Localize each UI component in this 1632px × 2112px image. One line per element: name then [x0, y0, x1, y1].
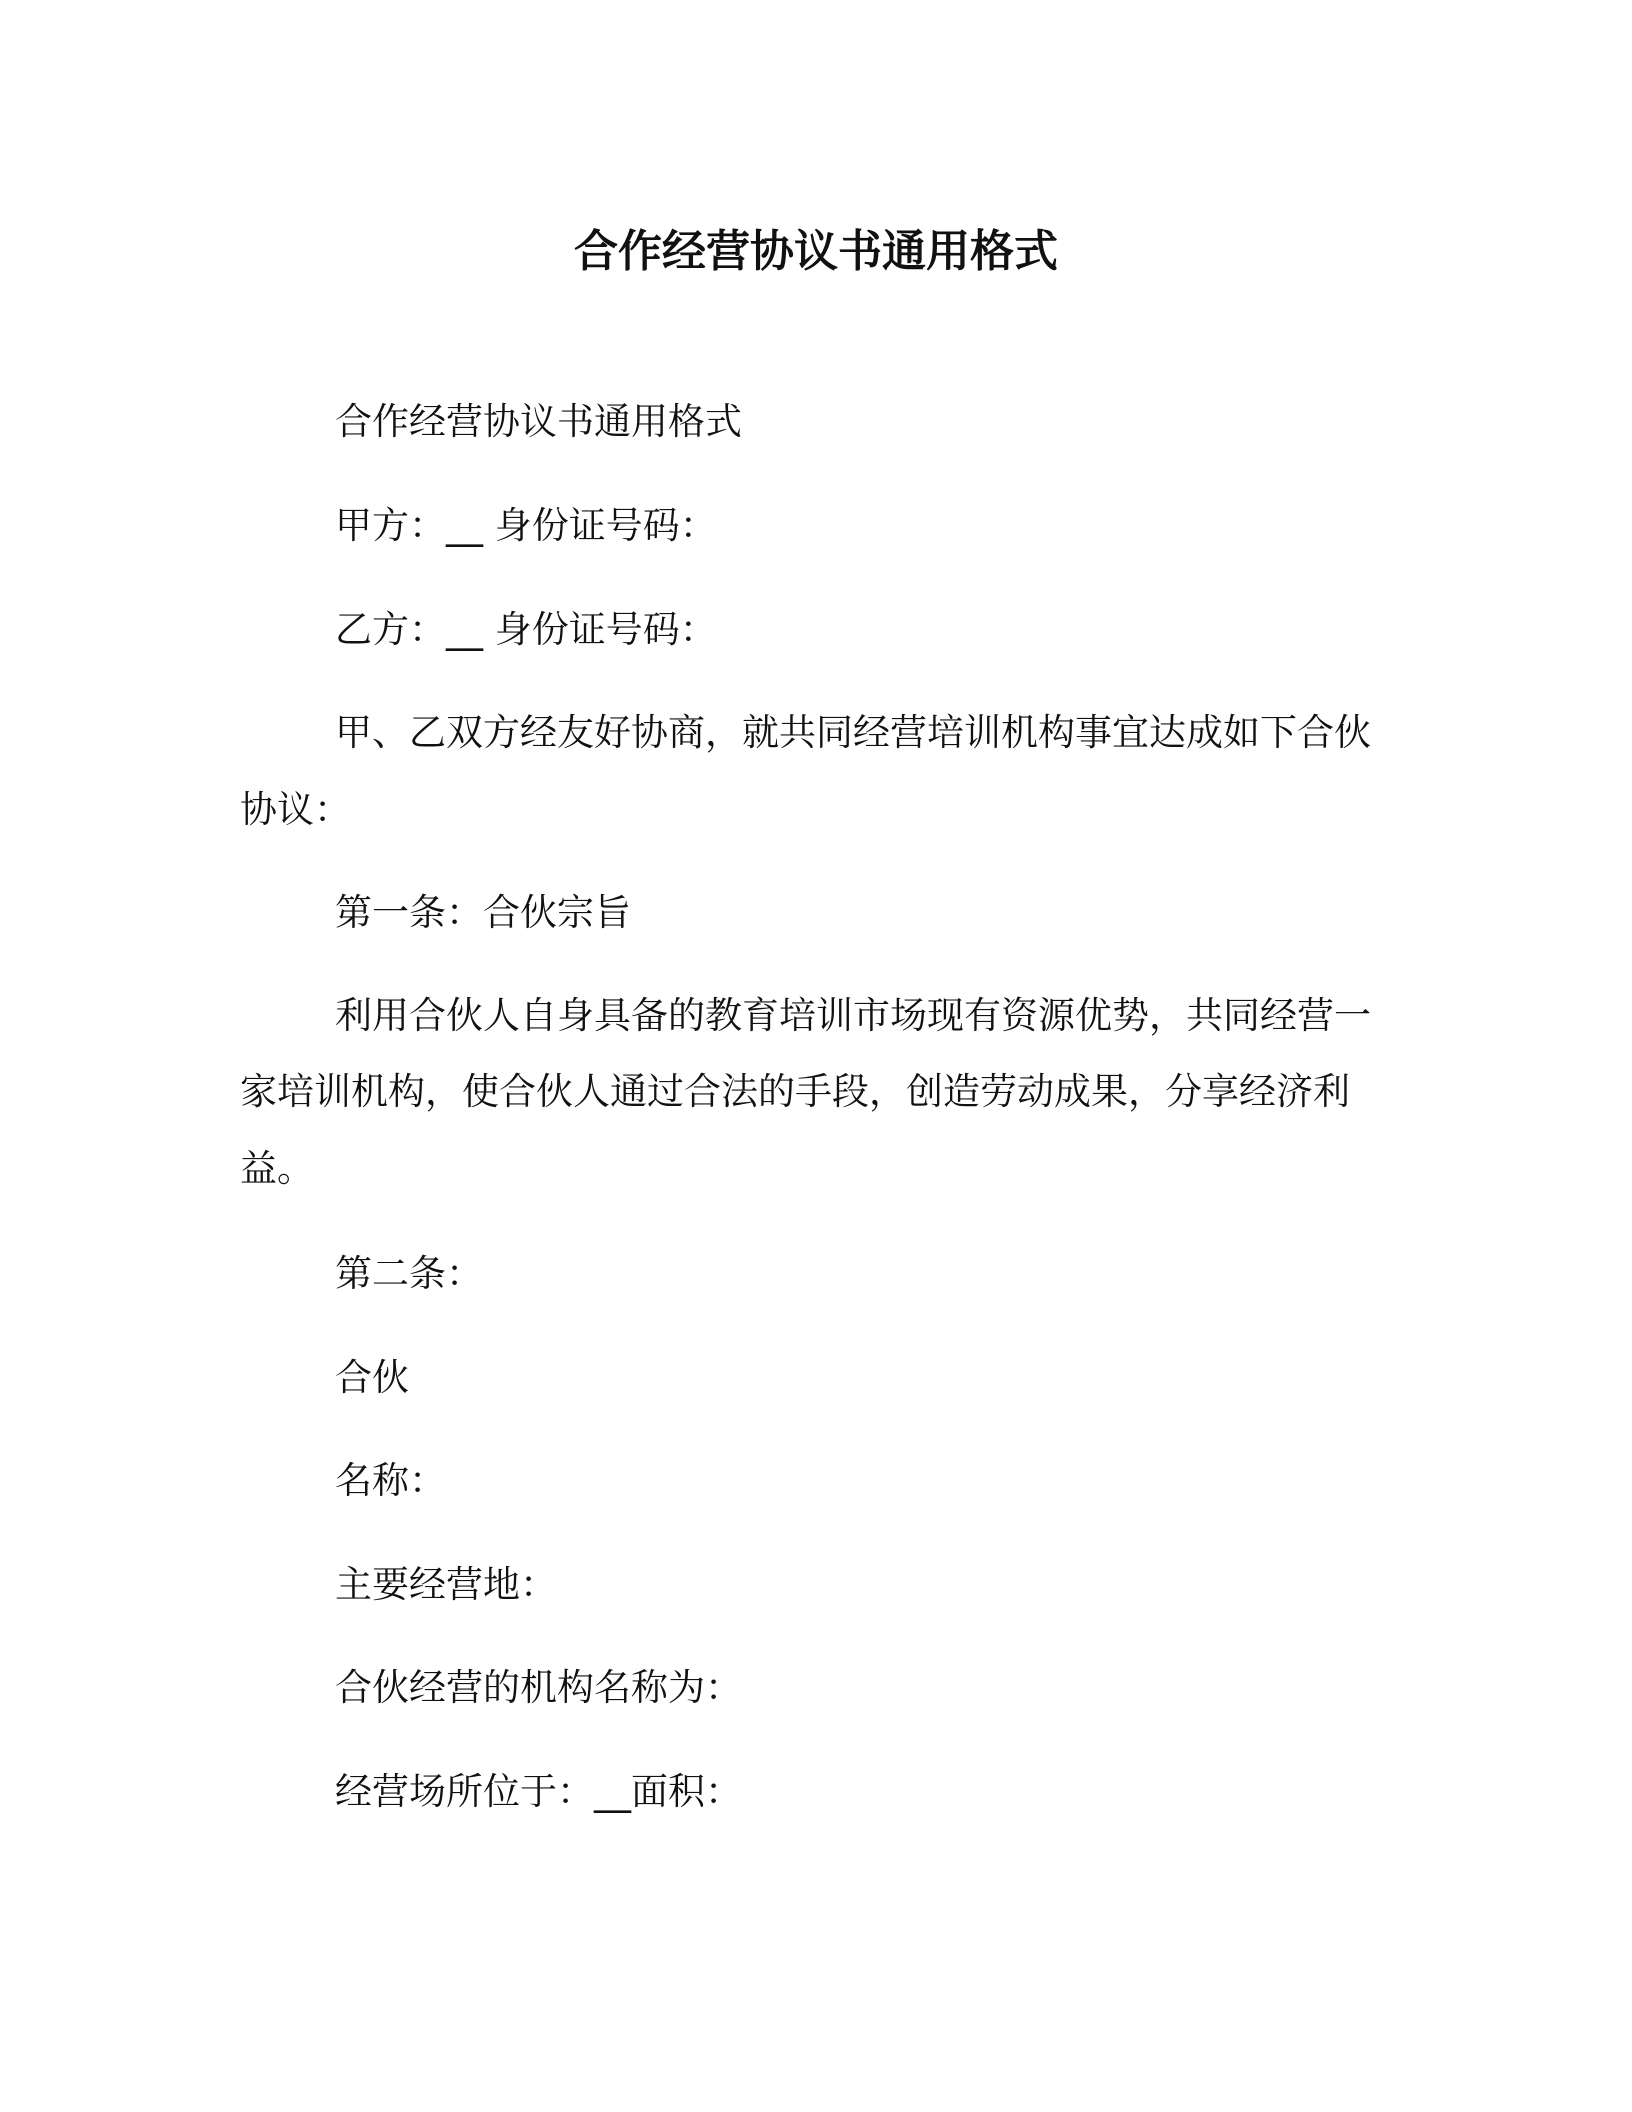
article-1-heading: 第一条：合伙宗旨 [335, 891, 631, 934]
name-label: 名称： [335, 1459, 446, 1502]
document-title: 合作经营协议书通用格式 [574, 226, 1058, 277]
article-2-heading: 第二条： [335, 1252, 483, 1295]
article-1-paragraph-line-3: 益。 [240, 1147, 314, 1190]
premises-location-label: 经营场所位于：__面积： [335, 1770, 742, 1813]
institution-name-label: 合伙经营的机构名称为： [335, 1666, 742, 1709]
party-a-line: 甲方：__ 身份证号码： [335, 504, 717, 547]
article-1-paragraph-line-2: 家培训机构，使合伙人通过合法的手段，创造劳动成果，分享经济利 [240, 1070, 1350, 1113]
party-b-line: 乙方：__ 身份证号码： [335, 608, 717, 651]
article-1-paragraph-line-1: 利用合伙人自身具备的教育培训市场现有资源优势，共同经营一 [335, 994, 1371, 1037]
main-location-label: 主要经营地： [335, 1563, 557, 1606]
intro-paragraph-line-1: 甲、乙双方经友好协商，就共同经营培训机构事宜达成如下合伙 [335, 711, 1371, 754]
partnership-label: 合伙 [335, 1356, 409, 1399]
intro-paragraph-line-2: 协议： [240, 788, 351, 831]
subtitle-line: 合作经营协议书通用格式 [335, 400, 742, 443]
